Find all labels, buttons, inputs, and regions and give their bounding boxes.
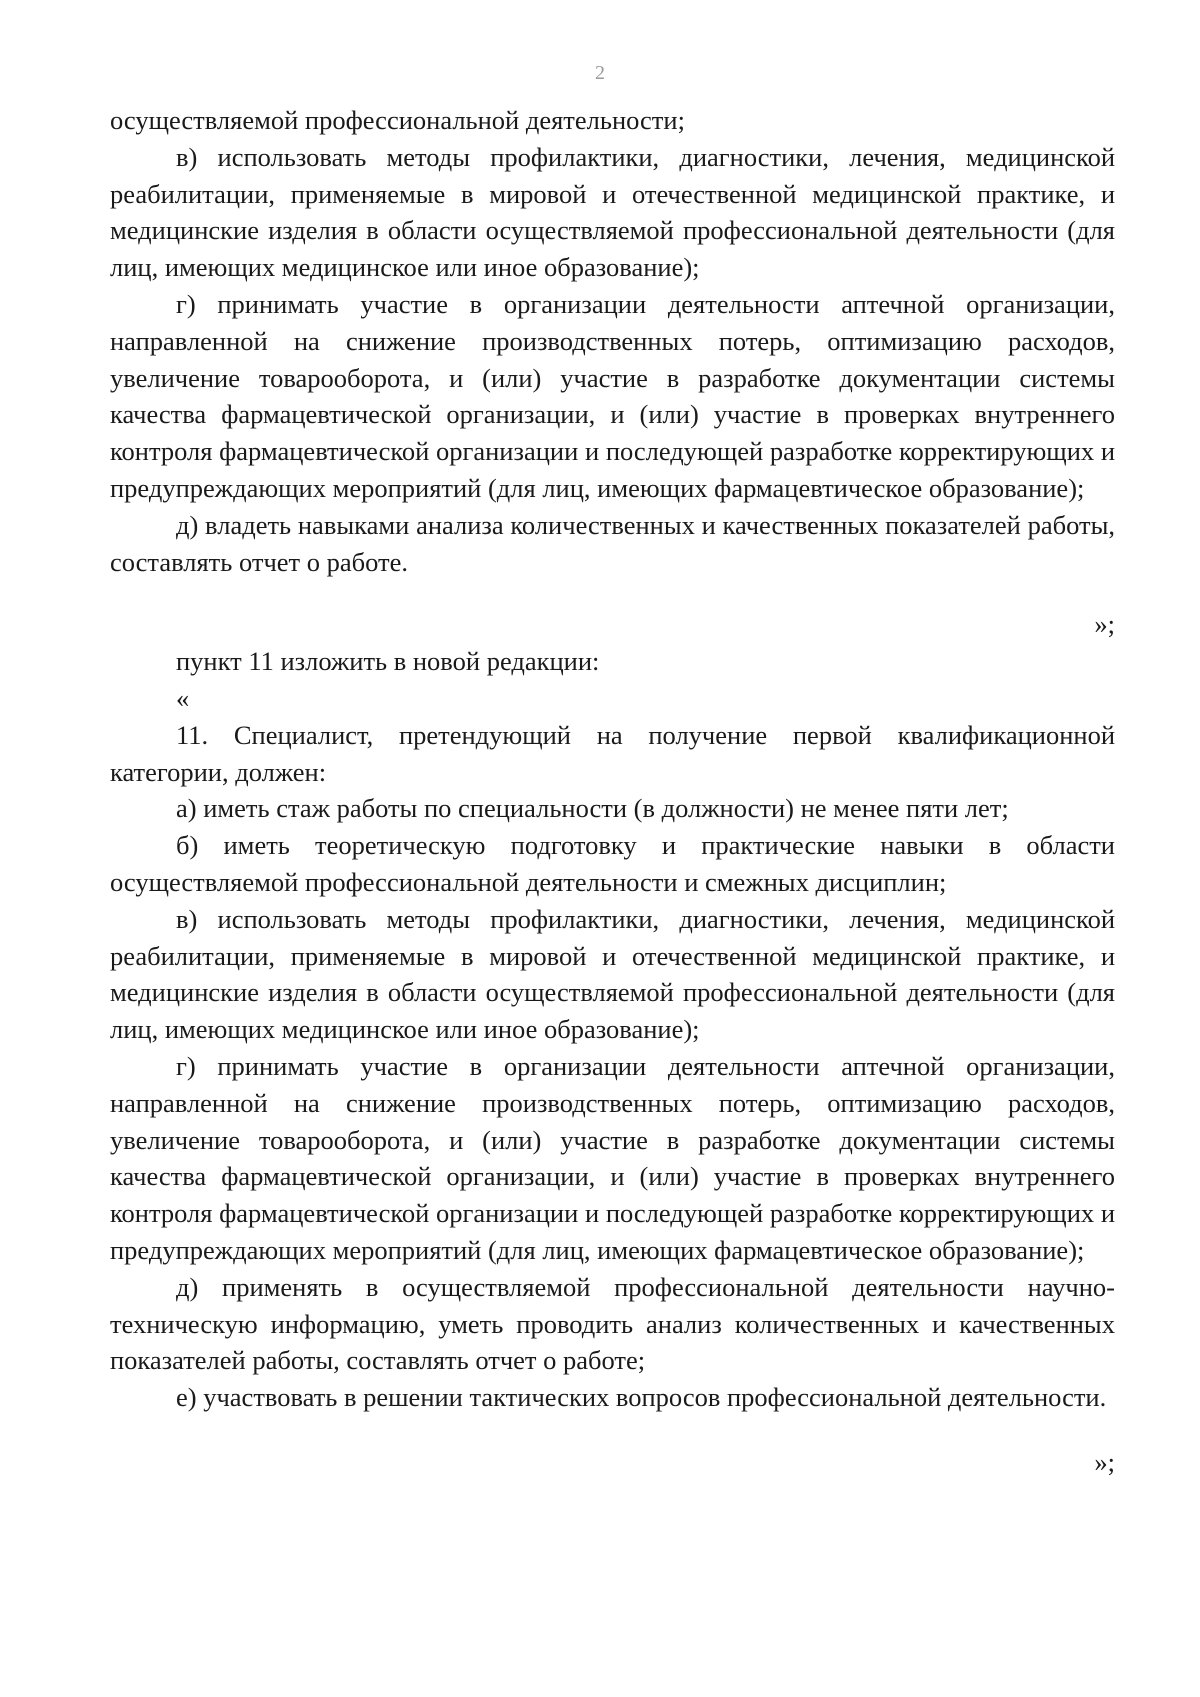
document-body bbox=[110, 102, 1115, 1481]
paragraph-item-d-top: д) владеть навыками анализа количественных и качественных показателей работы, составлять отчет о работе. bbox=[110, 509, 1115, 577]
paragraph-item-d: д) применять в осуществляемой профессиональной деятельности научно-техническую информацию, уметь проводить анализ количественных и качественных показателей работы, составлять отчет о работе; bbox=[110, 1271, 1115, 1376]
closing-quote-mark: »; bbox=[1094, 609, 1115, 640]
amendment-instruction: пункт 11 изложить в новой редакции: bbox=[176, 646, 600, 677]
paragraph-clause-11: 11. Специалист, претендующий на получение первой квалификационной категории, должен: bbox=[110, 719, 1115, 787]
paragraph-item-a: а) иметь стаж работы по специальности (в должности) не менее пяти лет; bbox=[176, 793, 1009, 824]
paragraph-item-v: в) использовать методы профилактики, диагностики, лечения, медицинской реабилитации, применяемые в мировой и отечественной медицинской практике, и медицинские изделия в области осуществляемой профессиональной деятельности (для лиц, имеющих медицинское или иное образование); bbox=[110, 903, 1115, 1045]
paragraph-item-b: б) иметь теоретическую подготовку и практические навыки в области осуществляемой профессиональной деятельности и смежных дисциплин; bbox=[110, 830, 1115, 897]
paragraph-item-e: е) участвовать в решении тактических вопросов профессиональной деятельности. bbox=[176, 1382, 1107, 1413]
paragraph-item-v-top: в) использовать методы профилактики, диагностики, лечения, медицинской реабилитации, применяемые в мировой и отечественной медицинской практике, и медицинские изделия в области осуществляемой профессиональной деятельности (для лиц, имеющих медицинское или иное образование); bbox=[110, 141, 1115, 283]
paragraph-item-g-top: г) принимать участие в организации деятельности аптечной организации, направленной на снижение производственных потерь, оптимизацию расходов, увеличение товарооборота, и (или) участие в разработке документации системы качества фармацевтической организации, и (или) участие в проверках внутреннего контроля фармацевтической организации и последующей разработке корректирующих и предупреждающих мероприятий (для лиц, имеющих фармацевтическое образование); bbox=[110, 288, 1115, 503]
page-number: 2 bbox=[595, 62, 605, 84]
closing-quote-mark-final: »; bbox=[1094, 1446, 1115, 1477]
paragraph-item-g: г) принимать участие в организации деятельности аптечной организации, направленной на снижение производственных потерь, оптимизацию расходов, увеличение товарооборота, и (или) участие в разработке документации системы качества фармацевтической организации, и (или) участие в проверках внутреннего контроля фармацевтической организации и последующей разработке корректирующих и предупреждающих мероприятий (для лиц, имеющих фармацевтическое образование); bbox=[110, 1050, 1115, 1265]
opening-quote-mark: « bbox=[176, 682, 190, 713]
paragraph-continuation: осуществляемой профессиональной деятельности; bbox=[110, 105, 685, 135]
